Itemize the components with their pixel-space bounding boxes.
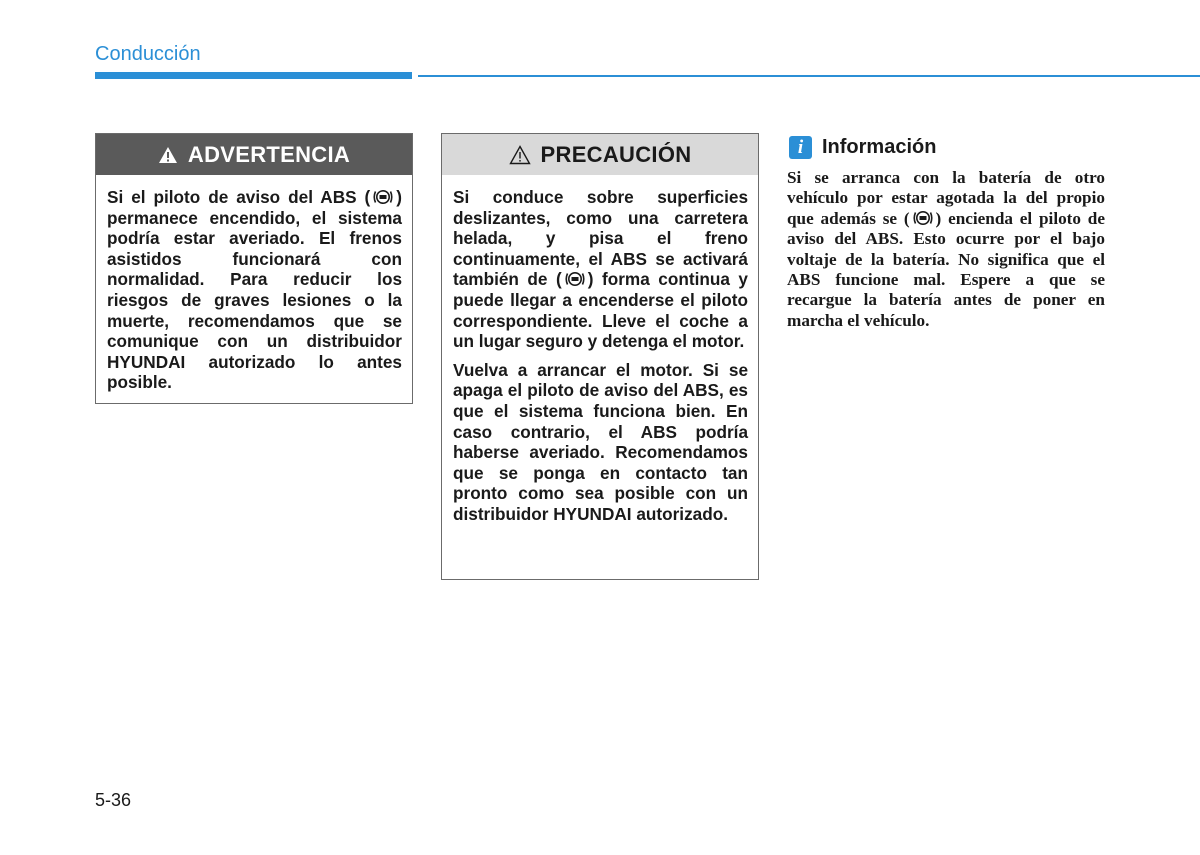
caution-body xyxy=(442,175,758,525)
header-rule-thin xyxy=(418,75,1200,77)
info-title: Información xyxy=(822,136,937,158)
abs-indicator-icon xyxy=(912,209,934,227)
warning-text-end: ) permanece encendido, el sistema podría estar averiado. El frenos asistidos funcionará con normalidad. Para reducir los riesgos de graves lesiones o la muerte, recomendamos que se comunique con un distribuidor HYUNDAI autorizado lo antes posible. xyxy=(107,187,402,393)
info-text-end: ) encienda el piloto de aviso del ABS. Esto ocurre por el bajo voltaje de la batería. No significa que el ABS funcione mal. Espere a que se recargue la batería antes de poner en marcha el vehículo. xyxy=(787,208,1105,330)
section-title: Conducción xyxy=(95,43,201,65)
caution-p1-end: ) forma continua y puede llegar a encenderse el piloto correspondiente. Lleve el coche a un lugar seguro y detenga el motor. xyxy=(453,269,748,352)
warning-text-start: Si el piloto de aviso del ABS ( xyxy=(107,187,371,207)
info-icon: i xyxy=(789,136,812,159)
caution-box xyxy=(441,133,759,580)
warning-triangle-icon xyxy=(158,146,178,164)
caution-triangle-icon xyxy=(509,145,531,165)
abs-indicator-icon xyxy=(372,188,394,206)
warning-title: ADVERTENCIA xyxy=(187,141,351,167)
header-rule-thick xyxy=(95,72,412,79)
caution-p2: Vuelva a arrancar el motor. Si se apaga el piloto de aviso del ABS, es que el sistema funciona bien. En caso contrario, el ABS podría haberse averiado. Recomendamos que se ponga en contacto tan pronto como sea posible con un distribuidor HYUNDAI autorizado. xyxy=(453,359,748,524)
info-header xyxy=(789,136,936,159)
abs-indicator-icon xyxy=(564,270,586,288)
info-text-start: Si se arranca con la batería de otro vehículo por estar agotada la del propio que además se ( xyxy=(787,168,1105,228)
warning-header xyxy=(96,134,412,175)
caution-title: PRECAUCIÓN xyxy=(540,141,692,167)
caution-header xyxy=(442,134,758,175)
page-number: 5-36 xyxy=(95,790,132,810)
caution-p1-start: Si conduce sobre superficies deslizantes, como una carretera helada, y pisa el freno continuamente, el ABS se activará también de ( xyxy=(453,187,748,290)
info-body xyxy=(787,168,1105,331)
warning-body xyxy=(96,175,412,393)
warning-box xyxy=(95,133,413,404)
